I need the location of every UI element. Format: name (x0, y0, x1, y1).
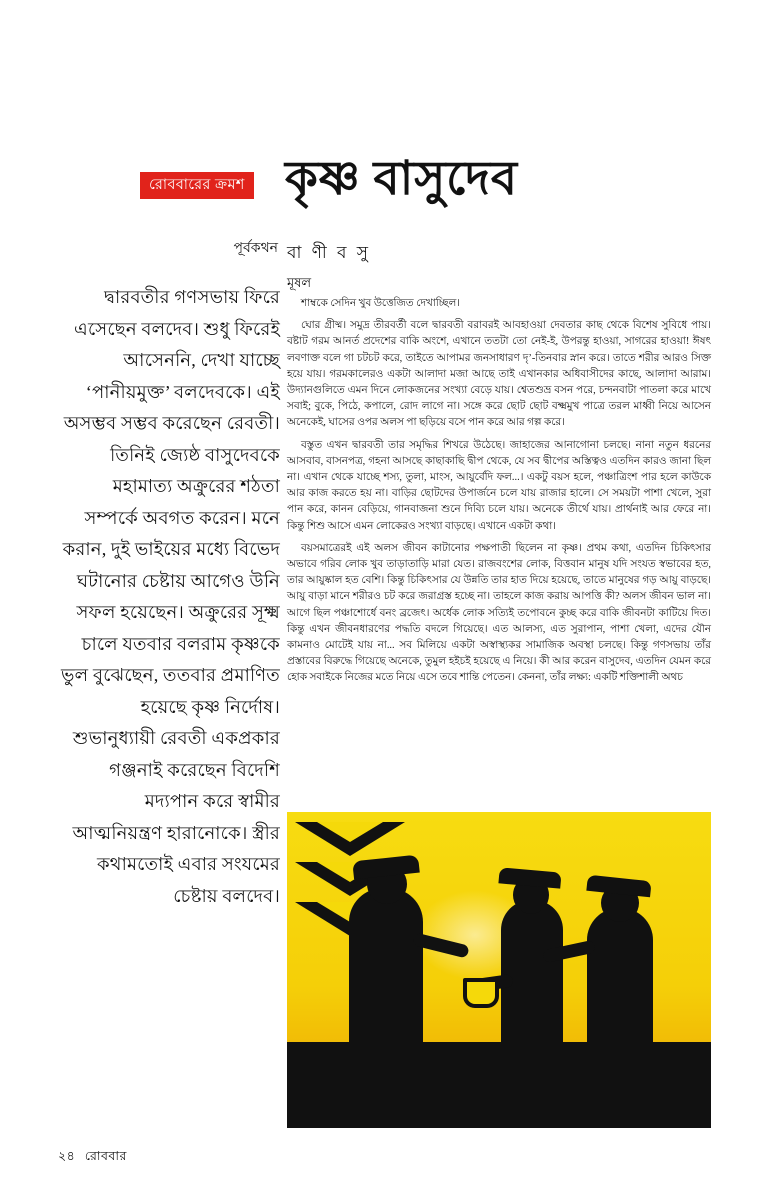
article-illustration (287, 812, 711, 1128)
cup-icon (463, 978, 499, 1008)
page-title: কৃষ্ণ বাসুদেব (285, 153, 519, 205)
figure-silhouette (587, 908, 653, 1070)
synopsis-label: পূর্বকথন (233, 241, 278, 256)
body-paragraph: বস্তুত এখন দ্বারবতী তার সমৃদ্ধির শিখরে উঠেছে। জাহাজের আনাগোনা চলছে। নানা নতুন ধরনের আসবাব, বাসনপত্র, গহনা আসছে কাছাকাছি দ্বীপ থেকে, যে সব দ্বীপের অস্তিত্বও এতদিন কারও জানা ছিল না। এখান থেকে যাচ্ছে শস্য, তুলা, মাংস, আয়ুর্বেদি ফল...। একটু বয়স হলে, পঞ্চাত্রিংশ পার হলে কাউকে আর কাজ করতে হয় না। বাড়ির ছোটদের উপার্জনে চলে যায় রাজার হালে। সে সময়টা পাশা খেলে, সুরা পান করে, কানন বেড়িয়ে, গানবাজনা শুনে দিব্যি চলে যায়। অনেকে তীর্থে যায়। প্রার্থনাই আর ফেরে না। কিন্তু শিশু আসে এমন লোকেরও সংখ্যা বাড়ছে। এখানে একটা কথা। (287, 439, 711, 532)
publication-name: রোববার (84, 1149, 127, 1163)
article-body (287, 296, 711, 693)
page-number: ২৪ (58, 1149, 76, 1163)
author-name: বা ণী ব সু (287, 243, 371, 262)
synopsis-text: দ্বারবতীর গণসভায় ফিরে এসেছেন বলদেব। শুধু ফিরেই আসেননি, দেখা যাচ্ছে ‘পানীয়মুক্ত’ বলদেবকে। এই অসম্ভব সম্ভব করেছেন রেবতী। তিনিই জ্যেষ্ঠ বাসুদেবকে মহামাত্য অক্রুরের শঠতা সম্পর্কে অবগত করেন। মনে করান, দুই ভাইয়ের মধ্যে বিভেদ ঘটানোর চেষ্টায় আগেও উনি সফল হয়েছেন। অক্রুরের সূক্ষ্ম চালে যতবার বলরাম কৃষ্ণকে ভুল বুঝেছেন, ততবার প্রমাণিত হয়েছে কৃষ্ণ নির্দোষ। শুভানুধ্যায়ী রেবতী একপ্রকার গঞ্জনাই করেছেন বিদেশি মদ্যপান করে স্বামীর আত্মনিয়ন্ত্রণ হারানোকে। স্ত্রীর কথামতোই এবার সংযমের চেষ্টায় বলদেব। (61, 287, 280, 906)
body-paragraph: শাম্বকে সেদিন খুব উত্তেজিত দেখাচ্ছিল। (301, 298, 460, 309)
kicker-badge: রোববারের ক্রমশ (140, 172, 254, 199)
page-footer (58, 1148, 127, 1168)
section-label: মূষল (287, 275, 312, 290)
page-header (0, 150, 770, 228)
body-paragraph: ঘোর গ্রীষ্ম। সমুদ্র তীরবর্তী বলে দ্বারবতী বরাবরই আবহাওয়া দেবতার কাছ থেকে বিশেষ সুবিধে পায়। বষ্টাট গরম আনর্ত প্রদেশের বাকি অংশে, এখানে ততটা তো নেই-ই, উপরন্তু হাওয়া, সাগরের হাওয়া! ঈষৎ লবণাক্ত বলে গা চটচট করে, তাইতে আপামর জনসাধারণ দৃ’-তিনবার স্নান করে। তাতে শরীর আরও সিক্ত হয়ে যায়। গরমকালেরও একটা আলাদা মজা আছে তাই এখানকার অধিবাসীদের কাছে, আলাদা আরাম। উদ্যানগুলিতে এমন দিনে লোকজনের সংখ্যা বেড়ে যায়। শ্বেতশুভ্র বসন পরে, চন্দনবাটা পাতলা করে মাখে সবাই; বুকে, পিঠে, কপালে, রোদ লাগে না। সঙ্গে করে ছোট ছোট বক্ষ্মমুখ পাত্রে তরল মাধ্বী নিয়ে আসেন অনেকেই, ঘাসের ওপর অলস পা ছড়িয়ে বসে পান করে আর গল্প করে। (287, 320, 711, 429)
body-paragraph: বয়সমাত্রেরই এই অলস জীবন কাটানোর পক্ষপাতী ছিলেন না কৃষ্ণ। প্রথম কথা, এতদিন চিকিৎসার অভাবে গরিব লোক খুব তাড়াতাড়ি মারা যেত। রাজবংশের লোক, বিত্তবান মানুষ যদি সংযত স্বভাবের হত, তার আয়ুষ্কাল হত বেশি। কিন্তু চিকিৎসার যে উন্নতি তার হাত দিয়ে হয়েছে, তাতে মানুষের গড় আয়ু বাড়ছে। আয়ু বাড়া মানে শরীরও চট করে জরাগ্রস্ত হচ্ছে না। তাহলে কাজ করায় আপত্তি কী? অলস জীবন ভাল না। আগে ছিল পঞ্চাশোর্ধে বনং ব্রজেৎ। অর্ধেক লোক সত্যিই তপোবনে কুচ্ছ করে বাকি জীবনটা কাটিয়ে দিত। কিন্তু এখন জীবনধারণের পদ্ধতি বদলে গিয়েছে। এত আলস্য, এত সুরাপান, পাশা খেলা, এদের যৌন কামনাও মোটেই যায় না... সব মিলিয়ে একটা অস্বাস্থ্যকর সামাজিক অবস্থা চলছে। কিন্তু গণসভায় তাঁর প্রস্তাবের বিরুদ্ধে গিয়েছে অনেকে, তুমুল হইচই হয়েছে এ নিয়ে। কী আর করেন বাসুদেব, এতদিন যেমন করে হোক সবাইকে নিজের মতে নিয়ে এসে তবে শান্তি পেতেন। কেননা, তাঁর লক্ষ্য: একটি শক্তিশালী অথচ (287, 542, 711, 684)
figure-silhouette (349, 888, 423, 1066)
